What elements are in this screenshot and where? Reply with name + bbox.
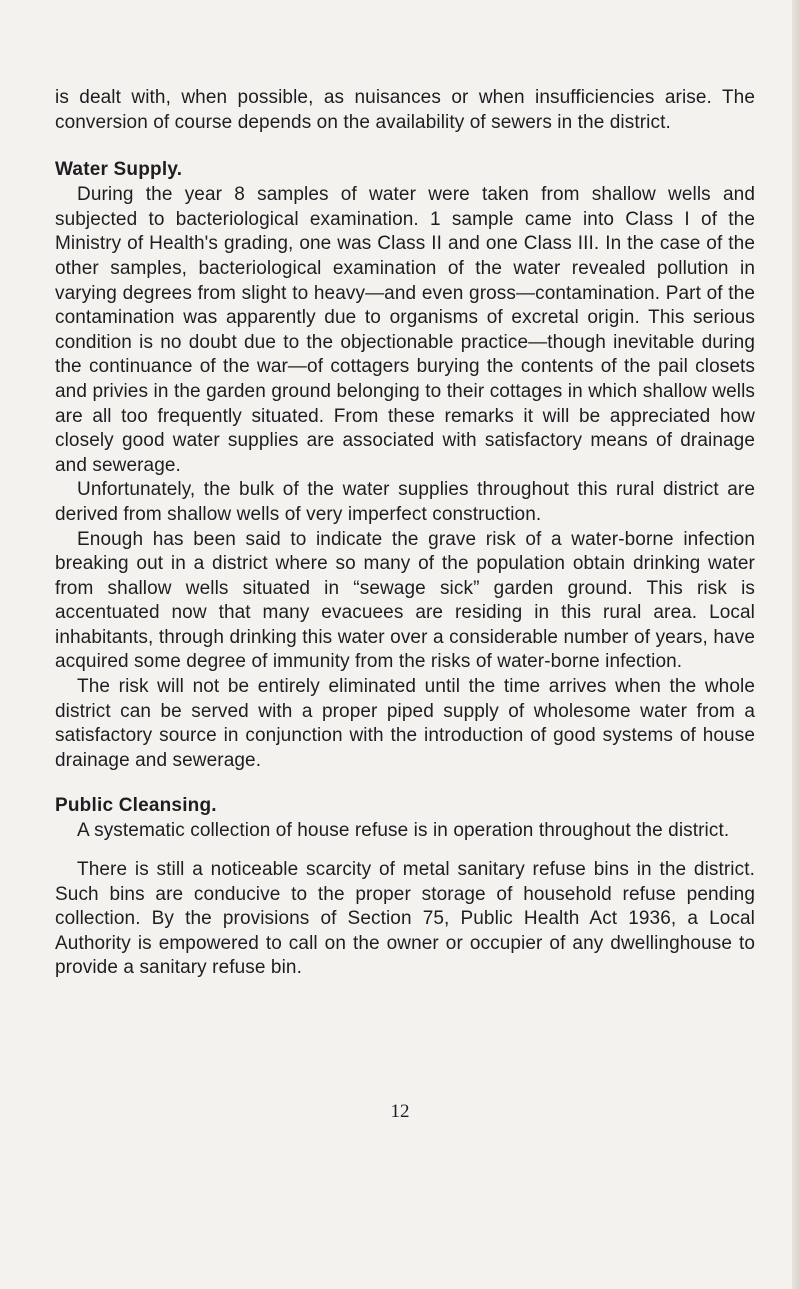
section-spacer <box>55 773 755 793</box>
paragraph-spacer <box>55 844 755 858</box>
page-number: 12 <box>390 1101 410 1122</box>
public-cleansing-paragraph-2: There is still a noticeable scarcity of metal sanitary refuse bins in the district. Such bins are conducive to the proper storage of household refuse pending collection. By the provisions of Section 75, Public Health Act 1936, a Local Authority is empowered to call on the owner or occupier of any dwellinghouse to provide a sanitary refuse bin. <box>55 859 755 979</box>
document-body <box>55 86 755 981</box>
public-cleansing-heading: Public Cleansing. <box>55 795 217 817</box>
public-cleansing-paragraph-1: A systematic collection of house refuse is in operation throughout the district. <box>77 820 730 842</box>
opening-paragraph: is dealt with, when possible, as nuisances or when insufficiencies arise. The conversion of course depends on the availability of sewers in the district. <box>55 87 755 133</box>
water-supply-paragraph-4: The risk will not be entirely eliminated until the time arrives when the whole district can be served with a proper piped supply of wholesome water from a satisfactory source in conjunction with the introduction of good systems of house drainage and sewerage. <box>55 676 755 771</box>
water-supply-heading: Water Supply. <box>55 159 183 181</box>
water-supply-paragraph-3: Enough has been said to indicate the grave risk of a water-borne infection breaking out in a district where so many of the population obtain drinking water from shallow wells situated in “sewage sick” garden ground. This risk is accentuated now that many evacuees are residing in this rural area. Local inhabitants, through drinking this water over a considerable number of years, have acquired some degree of immunity from the risks of water-borne infection. <box>55 528 755 673</box>
water-supply-paragraph-2: Unfortunately, the bulk of the water supplies throughout this rural district are derived from shallow wells of very imperfect construction. <box>55 479 755 525</box>
page-edge-shadow <box>792 0 800 1289</box>
water-supply-paragraph-1: During the year 8 samples of water were taken from shallow wells and subjected to bacteriological examination. 1 sample came into Class I of the Ministry of Health's grading, one was Class II and one Class III. In the case of the other samples, bacteriological examination of the water revealed pollution in varying degrees from slight to heavy—and even gross—contamination. Part of the contamination was apparently due to organisms of excretal origin. This serious condition is no doubt due to the objectionable practice—though inevitable during the continuance of the war—of cottagers burying the contents of the pail closets and privies in the garden ground belonging to their cottages in which shallow wells are all too frequently situated. From these remarks it will be appreciated how closely good water supplies are associated with satisfactory means of drainage and sewerage. <box>55 184 755 476</box>
section-spacer <box>55 135 755 157</box>
